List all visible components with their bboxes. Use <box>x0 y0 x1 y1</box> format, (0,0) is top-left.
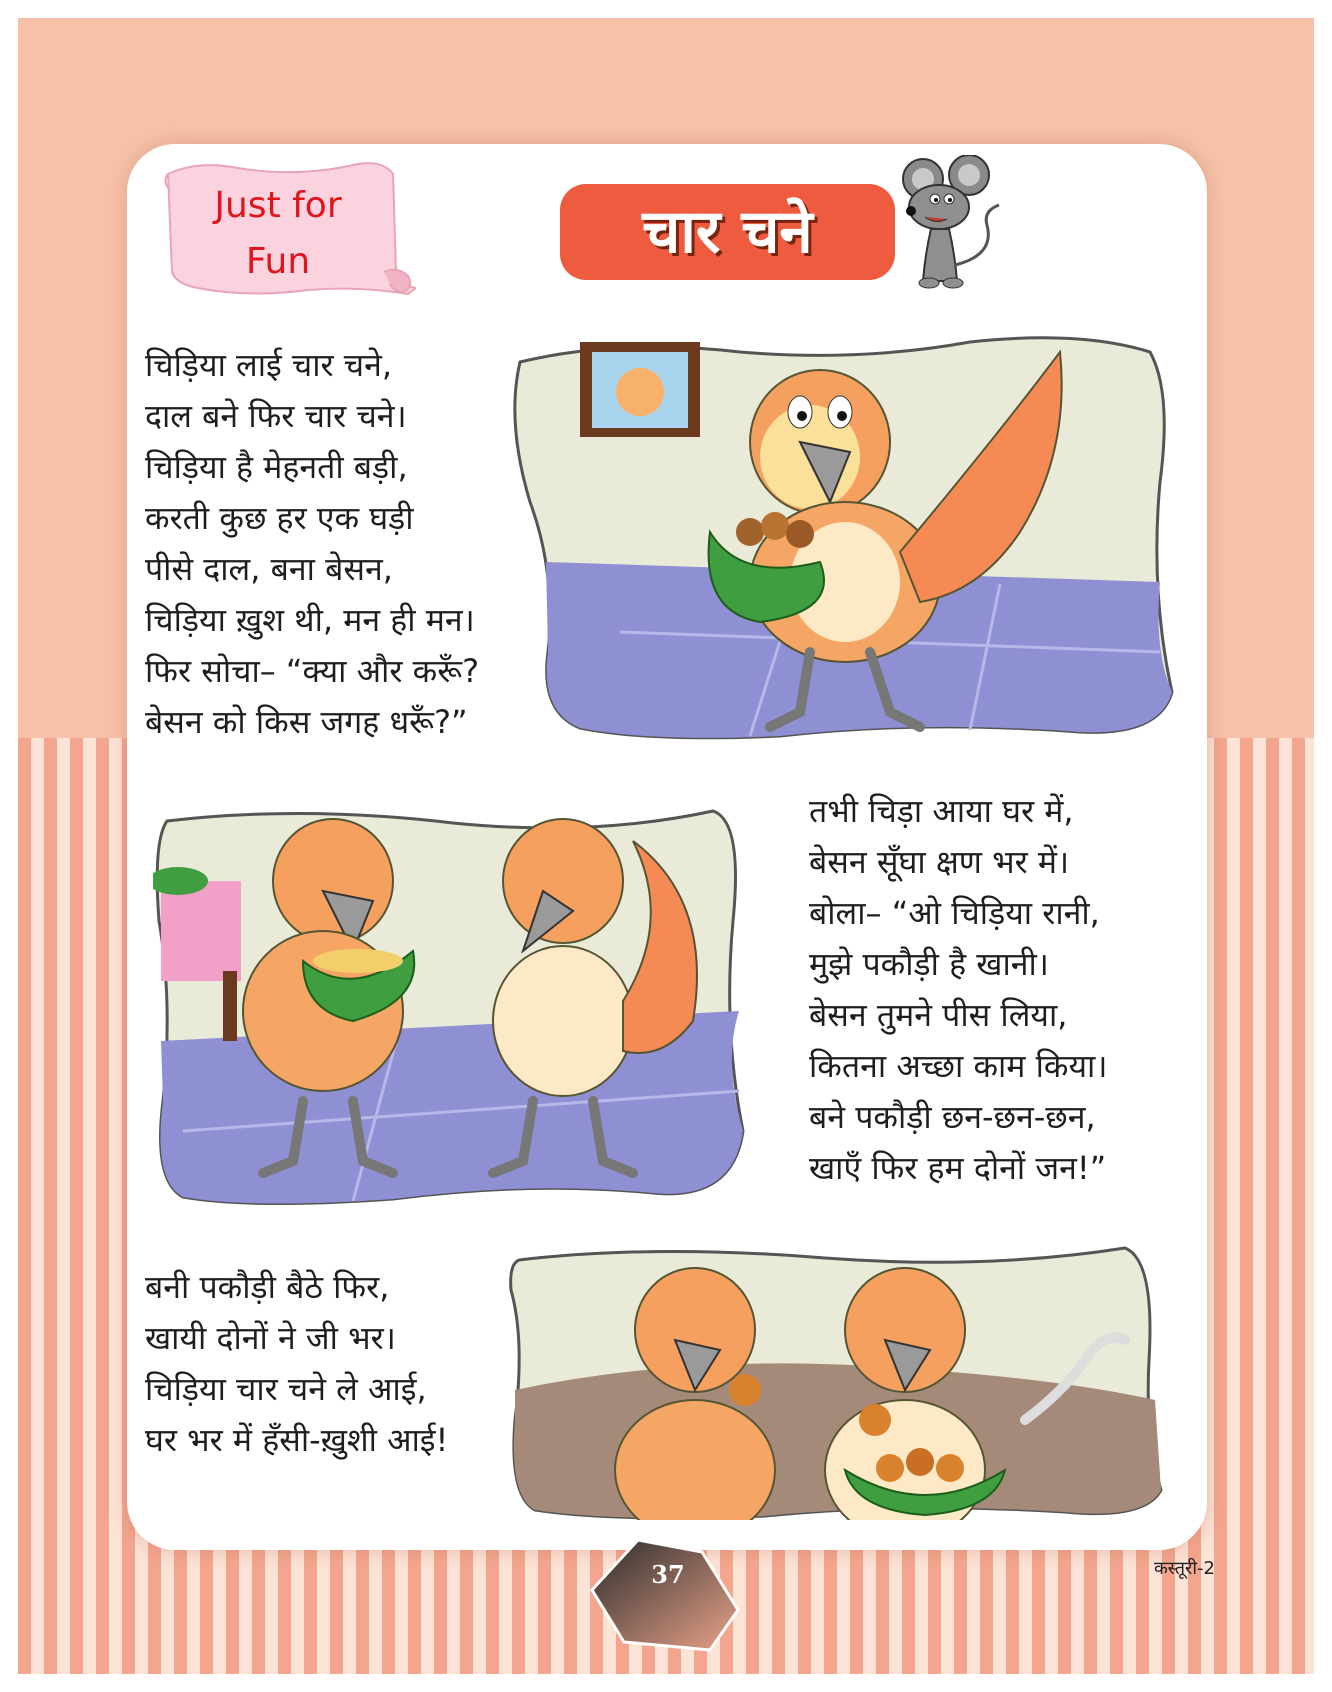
poem-line: बोला– “ओ चिड़िया रानी, <box>809 894 1100 932</box>
poem-line: फिर सोचा– “क्या और करूँ? <box>145 652 480 690</box>
just-for-fun-label <box>158 178 398 290</box>
poem-stanza-3 <box>145 1262 448 1466</box>
bird-with-bowl-illustration <box>500 332 1178 744</box>
page-number-badge-icon <box>590 1538 740 1653</box>
birds-eating-illustration <box>505 1240 1163 1520</box>
poem-line: तभी चिड़ा आया घर में, <box>809 792 1074 830</box>
poem-line: बेसन को किस जगह धरूँ?” <box>145 703 468 741</box>
poem-line: बने पकौड़ी छन-छन-छन, <box>809 1098 1096 1136</box>
poem-line: चिड़िया है मेहनती बड़ी, <box>145 448 408 486</box>
poem-line: घर भर में हँसी-ख़ुशी आई! <box>145 1421 449 1459</box>
poem-line: बेसन तुमने पीस लिया, <box>809 996 1068 1034</box>
poem-line: बेसन सूँघा क्षण भर में। <box>809 843 1070 881</box>
poem-line: चिड़िया लाई चार चने, <box>145 346 393 384</box>
book-name: कस्तूरी-2 <box>1153 1558 1215 1579</box>
two-birds-illustration <box>153 801 749 1209</box>
badge-line-1: Just for <box>214 185 342 226</box>
poem-stanza-1 <box>145 340 479 748</box>
poem-line: पीसे दाल, बना बेसन, <box>145 550 393 588</box>
page-title: चार चने <box>642 197 813 267</box>
page-number: 37 <box>651 1560 685 1589</box>
poem-line: बनी पकौड़ी बैठे फिर, <box>145 1268 390 1306</box>
poem-line: खायी दोनों ने जी भर। <box>145 1319 396 1357</box>
poem-line: कितना अच्छा काम किया। <box>809 1047 1108 1085</box>
mouse-icon <box>895 155 1015 295</box>
poem-line: मुझे पकौड़ी है खानी। <box>809 945 1049 983</box>
poem-line: चिड़िया ख़ुश थी, मन ही मन। <box>145 601 475 639</box>
poem-stanza-2 <box>809 786 1107 1194</box>
poem-line: दाल बने फिर चार चने। <box>145 397 407 435</box>
poem-line: करती कुछ हर एक घड़ी <box>145 499 414 537</box>
badge-line-2: Fun <box>245 241 311 282</box>
poem-line: चिड़िया चार चने ले आई, <box>145 1370 427 1408</box>
poem-line: खाएँ फिर हम दोनों जन!” <box>809 1149 1107 1187</box>
